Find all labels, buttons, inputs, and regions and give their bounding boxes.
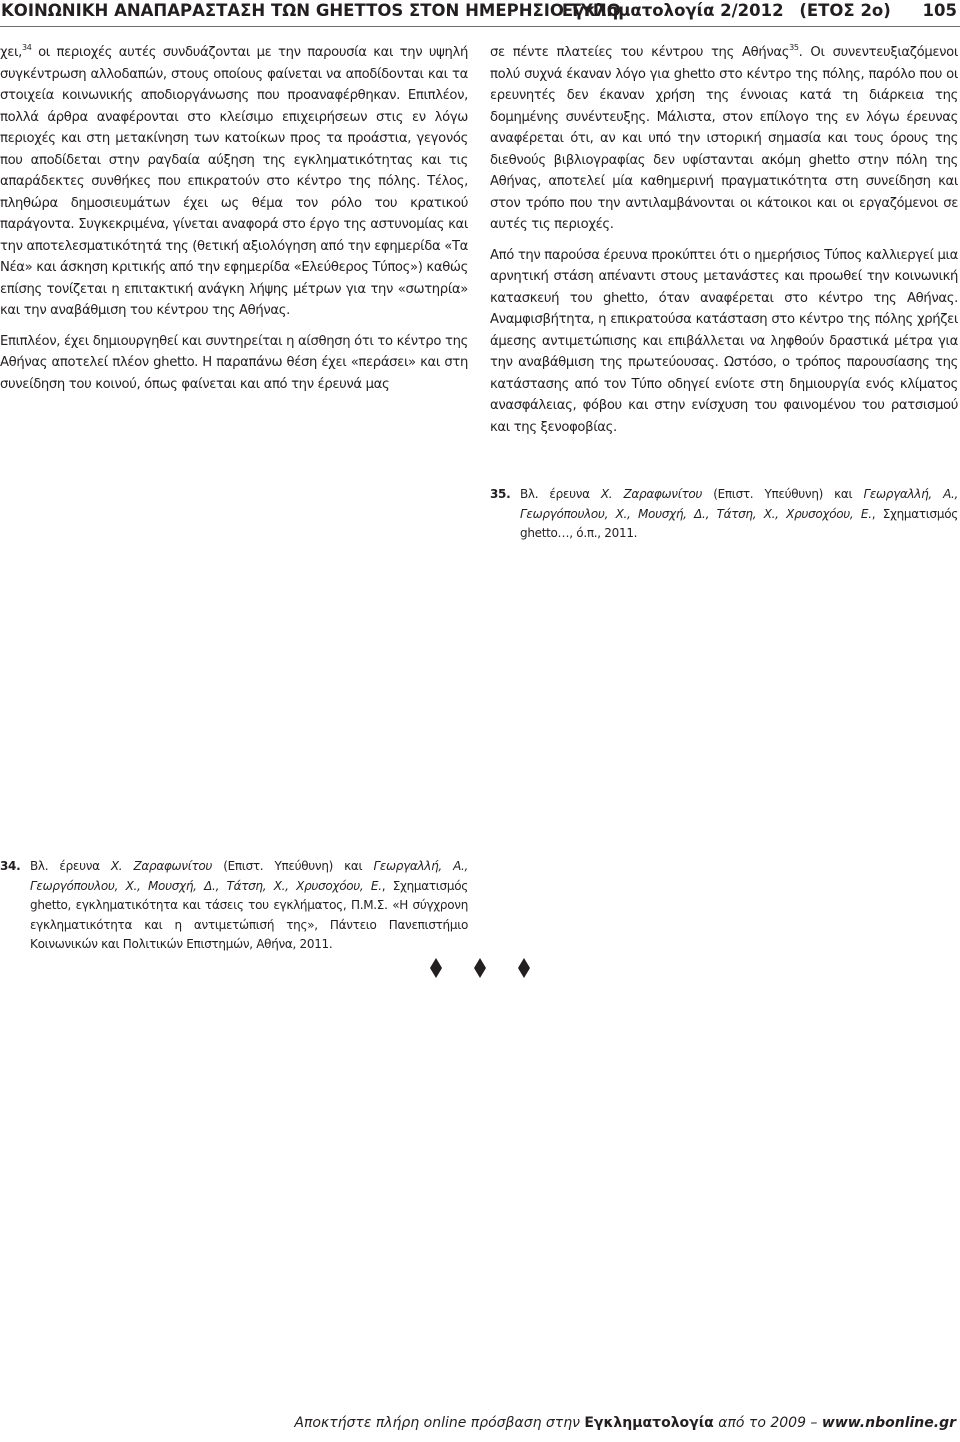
left-text-column [0, 42, 468, 404]
footnote-number: 34. [0, 859, 21, 873]
left-paragraph-2: Επιπλέον, έχει δημιουργηθεί και συντηρείται η αίσθηση ότι το κέντρο της Αθήνας αποτελεί πλέον ghetto. Η παραπάνω θέση έχει «περάσει» και στη συνείδηση του κοινού, όπως φαίνεται και από την έρευνά μας [0, 333, 468, 392]
footnote-number: 35. [490, 487, 511, 501]
ornament-icon [430, 958, 442, 980]
text-run: Βλ. έρευνα [30, 859, 111, 873]
page-footer [294, 1415, 956, 1431]
journal-year: (ΕΤΟΣ 2ο) [799, 1, 891, 20]
text-run: , Σχηματισμός ghetto, εγκληματικότητα και τάσεις του εγκλήματος, Π.Μ.Σ. «Η σύγχρονη εγκληματικότητα και η αντιμετώπισή της», Πάντειο Πανεπιστήμιο Κοινωνικών και Πολιτικών Επιστημών, Αθήνα, 2011. [30, 878, 468, 951]
footnote-body [520, 485, 958, 544]
footnote-body [30, 857, 468, 955]
author-name: Χ. Ζαραφωνίτου [110, 859, 213, 873]
text-run: Βλ. έρευνα [520, 487, 601, 501]
author-name: Χ. Ζαραφωνίτου [600, 487, 703, 501]
author-names: Γεωργαλλή, Α., Γεωργόπουλου, Χ., Μουσχή, Δ., Τάτση, Χ., Χρυσοχόου, Ε. [520, 487, 959, 521]
footer-website-link[interactable]: www.nbonline.gr [821, 1415, 956, 1431]
text-run: . Οι συνεντευξιαζόμενοι πολύ συχνά έκαναν λόγο για ghetto στο κέντρο της πόλης, παρόλο που οι ερευνητές δεν έκαναν χρήση της έννοιας κατά τη διάρκεια της δομημένης συνέντευξης. Μάλιστα, στον επίλογο της εν λόγω έρευνας αναφέρεται ότι, αν και υπό την ιστορική σημασία και τους όρους της διεθνούς βιβλιογραφίας δεν υφίστανται ακόμη ghetto στην πόλη της Αθήνας, αποτελεί μία καθημερινή πραγματικότητα στη συνείδηση και στον τρόπο που την αντιλαμβάνονται οι κάτοικοι και οι εργαζόμενοι σε αυτές τις περιοχές. [490, 45, 958, 232]
article-title-header: ΚΟΙΝΩΝΙΚΗ ΑΝΑΠΑΡΑΣΤΑΣΗ ΤΩΝ GHETTOS ΣΤΟΝ ΗΜΕΡΗΣΙΟ ΤΥΠΟ [1, 1, 621, 20]
right-paragraph-2: Από την παρούσα έρευνα προκύπτει ότι ο ημερήσιος Τύπος καλλιεργεί μια αρνητική στάση απέναντι στους μετανάστες και προωθεί την κοινωνική κατασκευή του ghetto, όταν αναφέρεται στο κέντρο της Αθήνας. Αναμφισβήτητα, η επικρατούσα κατάσταση στο κέντρο της πόλης χρήζει άμεσης αντιμετώπισης και επιβάλλεται να ληφθούν δραστικά μέτρα για την αναβάθμιση της πρωτεύουσας. Ωστόσο, ο τρόπος παρουσίασης της κατάστασης από τον Τύπο οδηγεί ενίοτε στη δημιουργία ενός κλίματος ανασφάλειας, φόβου και στην ενίσχυση του φαινομένου του ρατσισμού και της ξενοφοβίας. [490, 247, 958, 435]
ornament-icon [474, 958, 486, 978]
right-paragraph-1 [490, 42, 958, 236]
text-run: , Σχηματισμός ghetto…, ό.π., 2011. [520, 506, 958, 540]
author-names: Γεωργαλλή, Α., Γεωργόπουλου, Χ., Μουσχή, Δ., Τάτση, Χ., Χρυσοχόου, Ε. [30, 859, 469, 893]
text-run: οι περιοχές αυτές συνδυάζονται με την παρουσία και την υψηλή συγκέντρωση αλλοδαπών, στους οποίους φαίνεται να αποδίδονται και τα στοιχεία κοινωνικής αποδιοργάνωσης που προαναφέρθηκαν. Επιπλέον, πολλά άρθρα αναφέρονται στο κλείσιμο επιχειρήσεων στις εν λόγω περιοχές και στη μετακίνηση των κατοίκων προς τα προάστια, γεγονός που αποδίδεται στην ραγδαία αύξηση της εγκληματικότητας και τις απαράδεκτες συνθήκες που επικρατούν στο κέντρο της πόλης. Τέλος, πληθώρα δημοσιευμάτων έχει ως θέμα τον ρόλο του κρατικού παράγοντα. Συγκεκριμένα, γίνεται αναφορά στο έργο της αστυνομίας και την αποτελεσματικότητά της (θετική αξιολόγηση από την εφημερίδα «Τα Νέα» και άσκηση κριτικής από την εφημερίδα «Ελεύθερος Τύπος») καθώς επίσης τονίζεται η επιτακτική ανάγκη λήψης μέτρων για την «σωτηρία» και την αναβάθμιση του κέντρου της Αθήνας. [0, 45, 468, 318]
journal-issue-header [562, 1, 957, 20]
text-run: χει, [0, 45, 23, 60]
text-run: (Επιστ. Υπεύθυνη) και [702, 487, 864, 501]
text-run: (Επιστ. Υπεύθυνη) και [212, 859, 374, 873]
journal-name: Εγκληματολογία 2/2012 [561, 1, 784, 20]
ornament-icon [518, 958, 530, 978]
footnote-ref-34[interactable]: 34 [22, 42, 32, 52]
text-run: σε πέντε πλατείες του κέντρου της Αθήνας [490, 45, 790, 60]
section-end-ornament [424, 956, 536, 980]
footnote-35 [490, 485, 958, 544]
footer-text: από το 2009 – [713, 1415, 822, 1431]
right-text-column [490, 42, 958, 447]
footnote-34 [0, 857, 468, 955]
footer-text: Αποκτήστε πλήρη online πρόσβαση στην [294, 1415, 585, 1431]
page-number: 105 [922, 1, 957, 20]
footnote-ref-35[interactable]: 35 [789, 42, 799, 52]
left-paragraph-1 [0, 42, 468, 322]
running-header [0, 0, 960, 27]
footer-brand: Εγκληματολογία [584, 1415, 714, 1431]
